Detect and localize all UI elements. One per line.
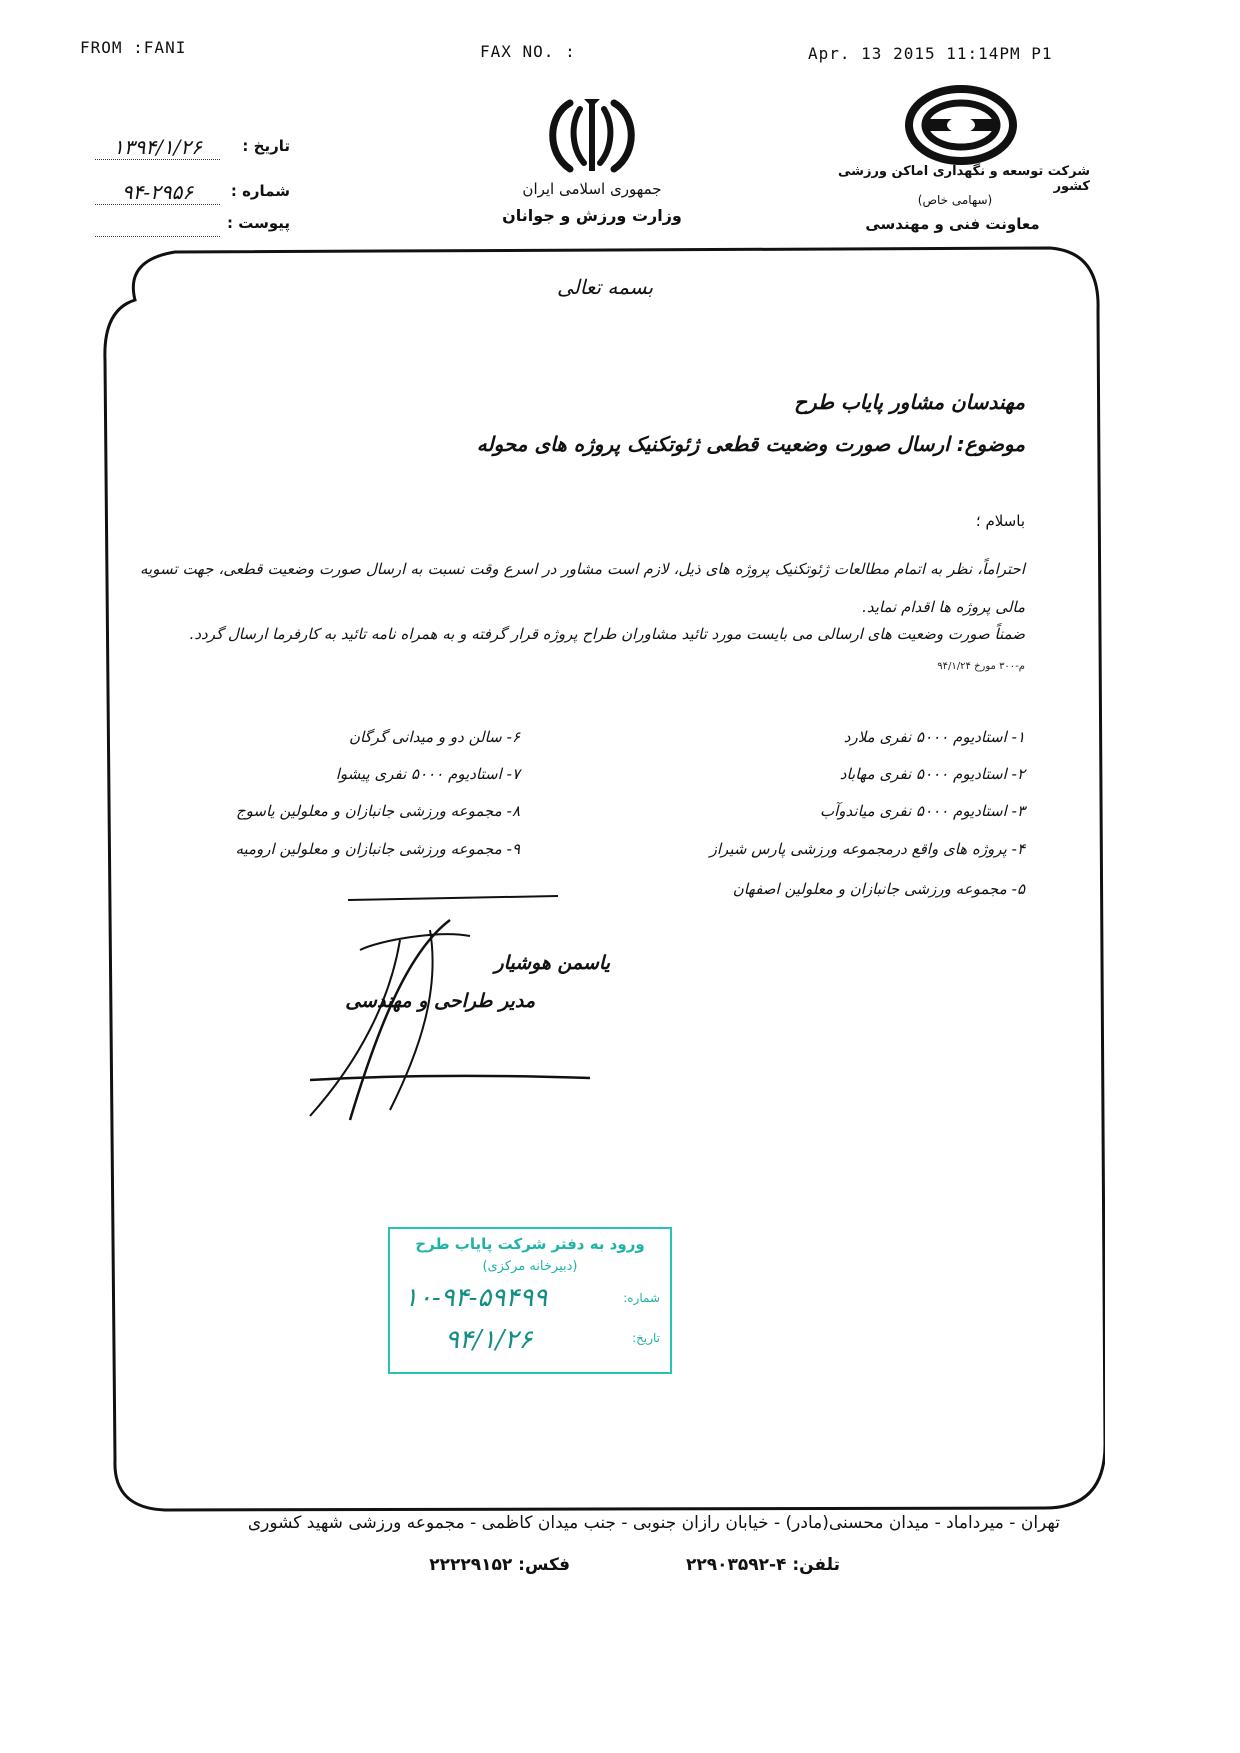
invocation: بسمه تعالی bbox=[556, 275, 654, 299]
body-paragraph-2: ضمناً صورت وضعیت های ارسالی می بایست مورد تائید مشاوران طراح پروژه قرار گرفته و به همراه نامه تائید به کارفرما ارسال گردد. bbox=[189, 625, 1025, 643]
company-logo-icon bbox=[905, 85, 1017, 165]
project-item: ۷- استادیوم ۵۰۰۰ نفری پیشوا bbox=[335, 765, 520, 783]
number-label: شماره : bbox=[230, 182, 290, 200]
project-item: ۴- پروژه های واقع درمجموعه ورزشی پارس شیراز bbox=[709, 840, 1025, 858]
date-label: تاریخ : bbox=[242, 137, 290, 155]
stamp-date-value: ۹۴/۱/۲۶ bbox=[445, 1325, 533, 1355]
project-item: ۵- مجموعه ورزشی جانبازان و معلولین اصفهان bbox=[732, 880, 1025, 898]
attachment-value bbox=[95, 212, 220, 237]
body-paragraph-1: احتراماً، نظر به اتمام مطالعات ژئوتکنیک پروژه های ذیل، لازم است مشاور در اسرع وقت نسبت به ارسال صورت وضعیت قطعی، جهت تسویه مالی پروژه ها اقدام نماید. bbox=[140, 560, 1025, 616]
fax-from-label: FROM :FANI bbox=[80, 38, 187, 57]
reference-note: م-۳۰۰ مورخ ۹۴/۱/۲۴ bbox=[937, 661, 1025, 672]
project-item: ۱- استادیوم ۵۰۰۰ نفری ملارد bbox=[843, 728, 1025, 746]
iran-emblem-icon bbox=[540, 95, 644, 177]
greeting: باسلام ؛ bbox=[975, 512, 1025, 530]
fax-datetime: Apr. 13 2015 11:14PM P1 bbox=[808, 44, 1053, 63]
attachment-label: پیوست : bbox=[226, 214, 290, 232]
date-value: ۱۳۹۴/۱/۲۶ bbox=[95, 135, 220, 160]
company-department: معاونت فنی و مهندسی bbox=[865, 215, 1040, 233]
government-name: جمهوری اسلامی ایران bbox=[522, 180, 662, 198]
stamp-subtitle: (دبیرخانه مرکزی) bbox=[482, 1259, 578, 1274]
company-name: شرکت توسعه و نگهداری اماکن ورزشی کشور bbox=[838, 164, 1090, 194]
stamp-title: ورود به دفتر شرکت پایاب طرح bbox=[415, 1235, 645, 1253]
footer-address: تهران - میرداماد - میدان محسنی(مادر) - خیابان رازان جنوبی - جنب میدان کاظمی - مجموعه ورزشی شهید کشوری bbox=[247, 1513, 1060, 1533]
number-value: ۹۴-۲۹۵۶ bbox=[95, 180, 220, 205]
recipient: مهندسان مشاور پایاب طرح bbox=[794, 390, 1025, 414]
project-item: ۲- استادیوم ۵۰۰۰ نفری مهاباد bbox=[839, 765, 1025, 783]
subject: موضوع: ارسال صورت وضعیت قطعی ژئوتکنیک پروژه های محوله bbox=[476, 432, 1025, 456]
receipt-stamp bbox=[388, 1227, 672, 1374]
number-row bbox=[95, 180, 290, 208]
fax-number-label: FAX NO. : bbox=[480, 42, 576, 61]
ministry-name: وزارت ورزش و جوانان bbox=[502, 206, 682, 225]
stamp-number-label: شماره: bbox=[623, 1291, 660, 1305]
project-item: ۳- استادیوم ۵۰۰۰ نفری میاندوآب bbox=[820, 802, 1025, 820]
attachment-row bbox=[95, 212, 290, 240]
date-row bbox=[95, 135, 290, 163]
company-type: (سهامی خاص) bbox=[917, 193, 993, 207]
stamp-date-label: تاریخ: bbox=[632, 1331, 660, 1345]
project-item: ۶- سالن دو و میدانی گرگان bbox=[348, 728, 520, 746]
stamp-number-value: ۱۰-۹۴-۵۹۴۹۹ bbox=[404, 1283, 548, 1313]
footer-fax: فکس: ۲۲۲۲۹۱۵۲ bbox=[429, 1555, 570, 1575]
project-item: ۸- مجموعه ورزشی جانبازان و معلولین یاسوج bbox=[235, 802, 520, 820]
signer-name: یاسمن هوشیار bbox=[494, 952, 610, 974]
footer-phone: تلفن: ۴-۲۲۹۰۳۵۹۲ bbox=[685, 1555, 840, 1575]
signer-title: مدیر طراحی و مهندسی bbox=[345, 990, 535, 1012]
project-item: ۹- مجموعه ورزشی جانبازان و معلولین ارومیه bbox=[235, 840, 520, 858]
